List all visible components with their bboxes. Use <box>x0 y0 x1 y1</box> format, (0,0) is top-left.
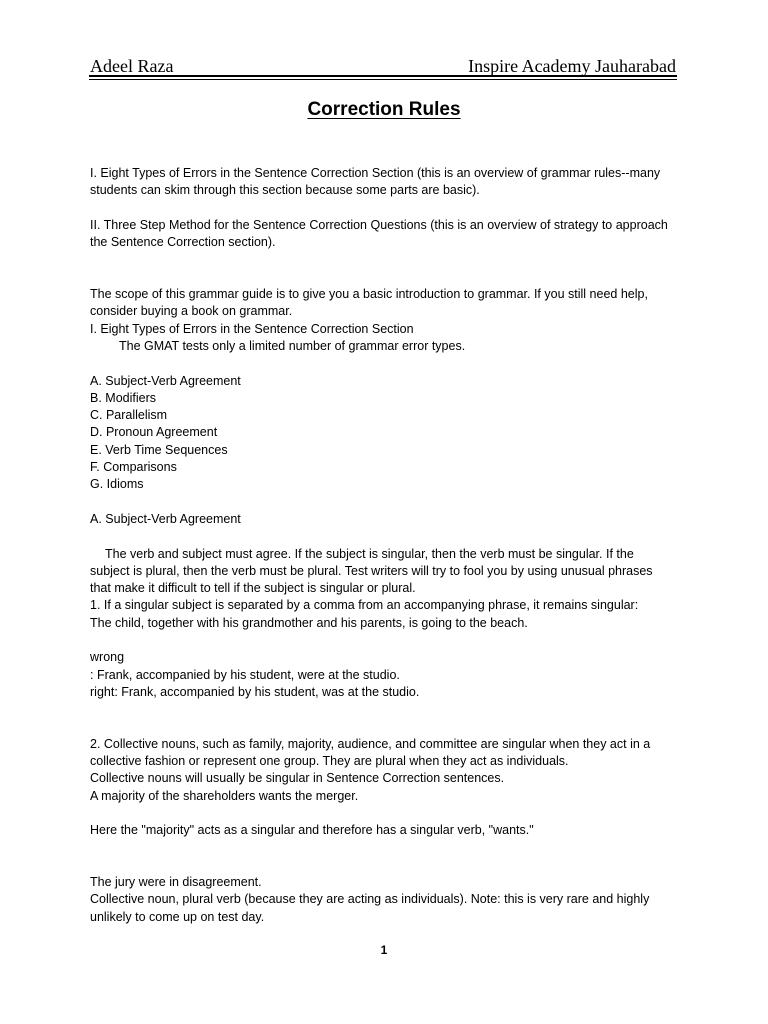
document-body <box>90 165 690 926</box>
header-rule-thick <box>89 75 677 77</box>
wrong-label: wrong <box>90 650 125 665</box>
scope-line-4: The GMAT tests only a limited number of grammar error types. <box>119 338 466 353</box>
page-title: Correction Rules <box>307 99 461 120</box>
scope-line-1: The scope of this grammar guide is to give you a basic introduction to grammar. If you still need help, <box>90 287 648 302</box>
rule-1-example: The child, together with his grandmother and his parents, is going to the beach. <box>90 615 528 630</box>
right-example: right: Frank, accompanied by his student, was at the studio. <box>90 684 420 699</box>
intro-item-1-line-1: I. Eight Types of Errors in the Sentence Correction Section (this is an overview of grammar rules--many <box>90 166 661 180</box>
rule-1: 1. If a singular subject is separated by a comma from an accompanying phrase, it remains singular: <box>90 598 639 613</box>
error-type-item: B. Modifiers <box>90 390 156 405</box>
intro-item-1-line-2: students can skim through this section because some parts are basic). <box>90 183 480 198</box>
scope-line-3: I. Eight Types of Errors in the Sentence Correction Section <box>90 321 414 336</box>
page-header <box>90 50 676 76</box>
page-number: 1 <box>380 943 388 957</box>
rule-2-line-3: Collective nouns will usually be singular in Sentence Correction sentences. <box>90 771 505 786</box>
error-type-item: A. Subject-Verb Agreement <box>90 373 241 388</box>
jury-line-2: Collective noun, plural verb (because they are acting as individuals). Note: this is very rare and highly <box>90 892 650 907</box>
section-a-p1-line-2: subject is plural, then the verb must be plural. Test writers will try to fool you by using unusual phrases <box>90 563 653 578</box>
section-a-p1-line-1: The verb and subject must agree. If the subject is singular, then the verb must be singular. If the <box>105 546 634 561</box>
scope-line-2: consider buying a book on grammar. <box>90 304 293 319</box>
wrong-example: : Frank, accompanied by his student, were at the studio. <box>90 667 400 682</box>
jury-line-1: The jury were in disagreement. <box>90 875 262 890</box>
rule-2-line-4: A majority of the shareholders wants the merger. <box>90 788 359 803</box>
header-rule-thin <box>89 79 677 80</box>
jury-line-3: unlikely to come up on test day. <box>90 909 265 924</box>
error-type-item: F. Comparisons <box>90 460 177 475</box>
error-type-item: E. Verb Time Sequences <box>90 442 228 457</box>
error-type-item: G. Idioms <box>90 477 144 492</box>
error-type-item: D. Pronoun Agreement <box>90 425 218 440</box>
majority-explanation: Here the "majority" acts as a singular and therefore has a singular verb, "wants." <box>90 823 534 838</box>
header-author: Adeel Raza <box>90 56 174 76</box>
error-type-item: C. Parallelism <box>90 408 168 423</box>
rule-2-line-1: 2. Collective nouns, such as family, majority, audience, and committee are singular when they act in a <box>90 736 651 751</box>
section-a-p1-line-3: that make it difficult to tell if the subject is singular or plural. <box>90 581 416 596</box>
intro-item-2-line-1: II. Three Step Method for the Sentence Correction Questions (this is an overview of strategy to approach <box>90 217 668 232</box>
header-institution: Inspire Academy Jauharabad <box>468 56 676 76</box>
intro-item-2-line-2: the Sentence Correction section). <box>90 235 276 250</box>
rule-2-line-2: collective fashion or represent one group. They are plural when they act as individuals. <box>90 754 569 769</box>
section-a-heading: A. Subject-Verb Agreement <box>90 511 241 526</box>
